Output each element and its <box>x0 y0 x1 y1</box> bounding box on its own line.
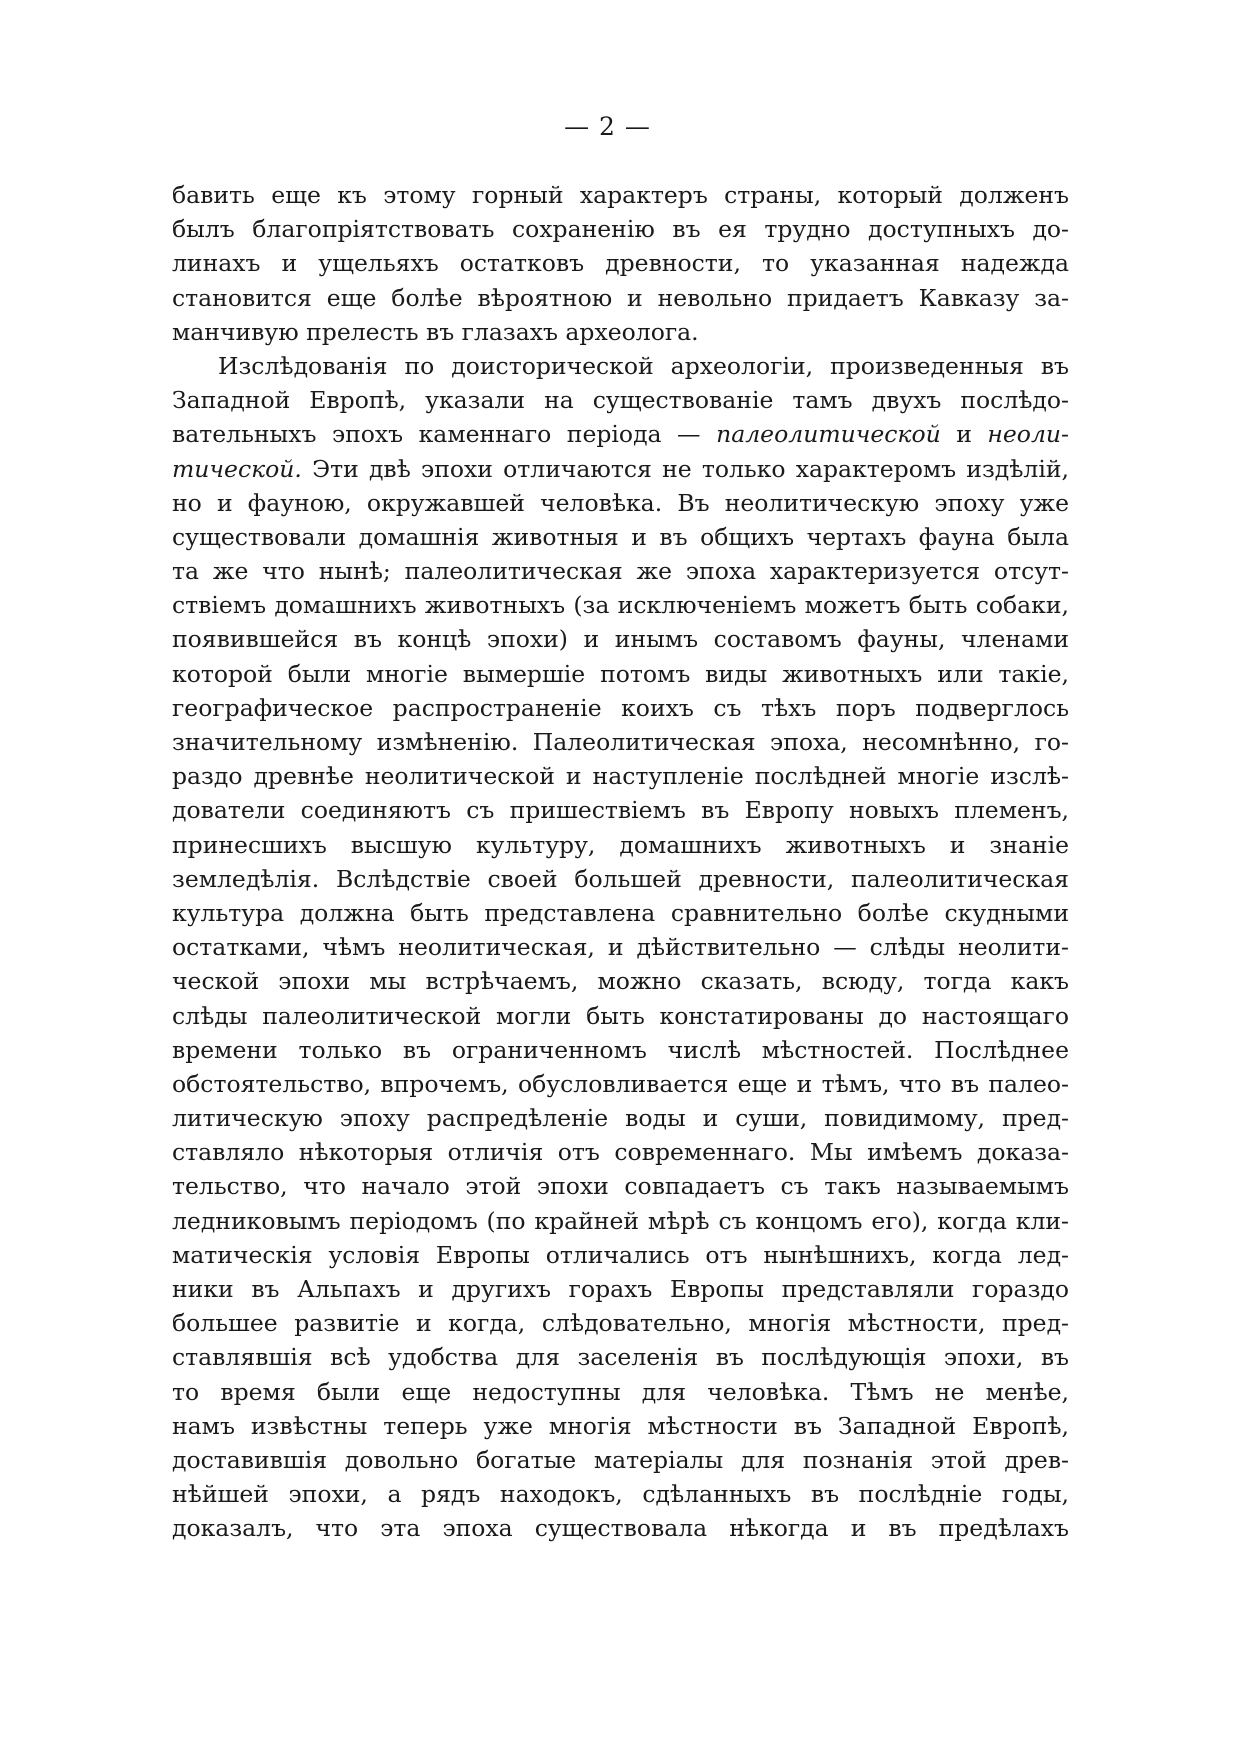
text-line: бавить еще къ этому горный характеръ страны, который долженъ <box>172 181 1069 209</box>
text-line: появившейся въ концѣ эпохи) и инымъ составомъ фауны, членами <box>172 625 1069 654</box>
italic-term: палеолитической <box>716 420 941 449</box>
text-line: доказалъ, что эта эпоха существовала нѣкогда и въ предѣлахъ <box>172 1514 1069 1543</box>
text-line: то время были еще недоступны для человѣка. Тѣмъ не менѣе, <box>172 1377 1069 1406</box>
text-line: былъ благопріятствовать сохраненію въ ея трудно доступныхъ до- <box>172 215 1069 244</box>
text-line: дователи соединяютъ съ пришествіемъ въ Европу новыхъ племенъ, <box>172 796 1069 825</box>
text-line: ставлявшія всѣ удобства для заселенія въ послѣдующія эпохи, въ <box>172 1343 1069 1372</box>
body-text <box>172 178 1069 1546</box>
text-line: Западной Европѣ, указали на существованіе тамъ двухъ послѣдо- <box>172 386 1069 415</box>
text-line: времени только въ ограниченномъ числѣ мѣстностей. Послѣднее <box>172 1035 1069 1064</box>
italic-term: тической. <box>172 454 302 483</box>
text-line: принесшихъ высшую культуру, домашнихъ животныхъ и знаніе <box>172 830 1069 859</box>
text-line: ствіемъ домашнихъ животныхъ (за исключеніемъ можетъ быть собаки, <box>172 591 1069 620</box>
text-span: и <box>940 420 988 449</box>
text-line-with-italics <box>172 452 1069 486</box>
text-line: раздо древнѣе неолитической и наступленіе послѣдней многіе изслѣ- <box>172 762 1069 791</box>
text-line: ставляло нѣкоторыя отличія отъ современнаго. Мы имѣемъ доказа- <box>172 1138 1069 1167</box>
text-line: литическую эпоху распредѣленіе воды и суши, повидимому, пред- <box>172 1104 1069 1133</box>
text-line: существовали домашнія животныя и въ общихъ чертахъ фауна была <box>172 522 1069 551</box>
text-line: культура должна быть представлена сравнительно болѣе скудными <box>172 898 1069 927</box>
text-line: нѣйшей эпохи, а рядъ находокъ, сдѣланныхъ въ послѣдніе годы, <box>172 1480 1069 1509</box>
text-line-with-italics <box>172 417 1069 451</box>
page-number: — 2 — <box>564 112 651 141</box>
text-line: которой были многіе вымершіе потомъ виды животныхъ или такіе, <box>172 659 1069 688</box>
text-line: ледниковымъ періодомъ (по крайней мѣрѣ съ концомъ его), когда кли- <box>172 1206 1069 1235</box>
text-line: но и фауною, окружавшей человѣка. Въ неолитическую эпоху уже <box>172 488 1069 517</box>
text-line: ники въ Альпахъ и другихъ горахъ Европы представляли гораздо <box>172 1275 1069 1303</box>
text-line: становится еще болѣе вѣроятною и невольно придаетъ Кавказу за- <box>172 283 1069 312</box>
text-line: земледѣлія. Вслѣдствіе своей большей древности, палеолитическая <box>172 864 1069 893</box>
text-span: Эти двѣ эпохи отличаются не только характеромъ издѣлій, <box>301 454 1069 483</box>
text-line: Изслѣдованія по доисторической археологіи, произведенныя въ <box>218 351 1069 380</box>
text-line: географическое распространеніе коихъ съ тѣхъ поръ подверглось <box>172 693 1069 722</box>
text-line: матическія условія Европы отличались отъ нынѣшнихъ, когда лед- <box>172 1240 1069 1269</box>
text-line: ческой эпохи мы встрѣчаемъ, можно сказать, всюду, тогда какъ <box>172 967 1069 996</box>
text-line: доставившія довольно богатые матеріалы для познанія этой древ- <box>172 1445 1069 1474</box>
text-line: линахъ и ущельяхъ остатковъ древности, то указанная надежда <box>172 249 1069 278</box>
text-line: значительному измѣненію. Палеолитическая эпоха, несомнѣнно, го- <box>172 728 1069 756</box>
text-line: слѣды палеолитической могли быть констатированы до настоящаго <box>172 1001 1069 1030</box>
italic-term: неоли- <box>987 420 1069 449</box>
text-line: та же что нынѣ; палеолитическая же эпоха характеризуется отсут- <box>172 557 1069 586</box>
text-line: намъ извѣстны теперь уже многія мѣстности въ Западной Европѣ, <box>172 1411 1069 1440</box>
text-line: обстоятельство, впрочемъ, обусловливается еще и тѣмъ, что въ палео- <box>172 1069 1069 1098</box>
text-line: манчивую прелесть въ глазахъ археолога. <box>172 317 699 346</box>
text-line: большее развитіе и когда, слѣдовательно, многія мѣстности, пред- <box>172 1309 1069 1338</box>
text-line: тельство, что начало этой эпохи совпадаетъ съ такъ называемымъ <box>172 1172 1069 1201</box>
text-line: остатками, чѣмъ неолитическая, и дѣйствительно — слѣды неолити- <box>172 933 1069 962</box>
text-span: вательныхъ эпохъ каменнаго періода — <box>172 420 717 449</box>
